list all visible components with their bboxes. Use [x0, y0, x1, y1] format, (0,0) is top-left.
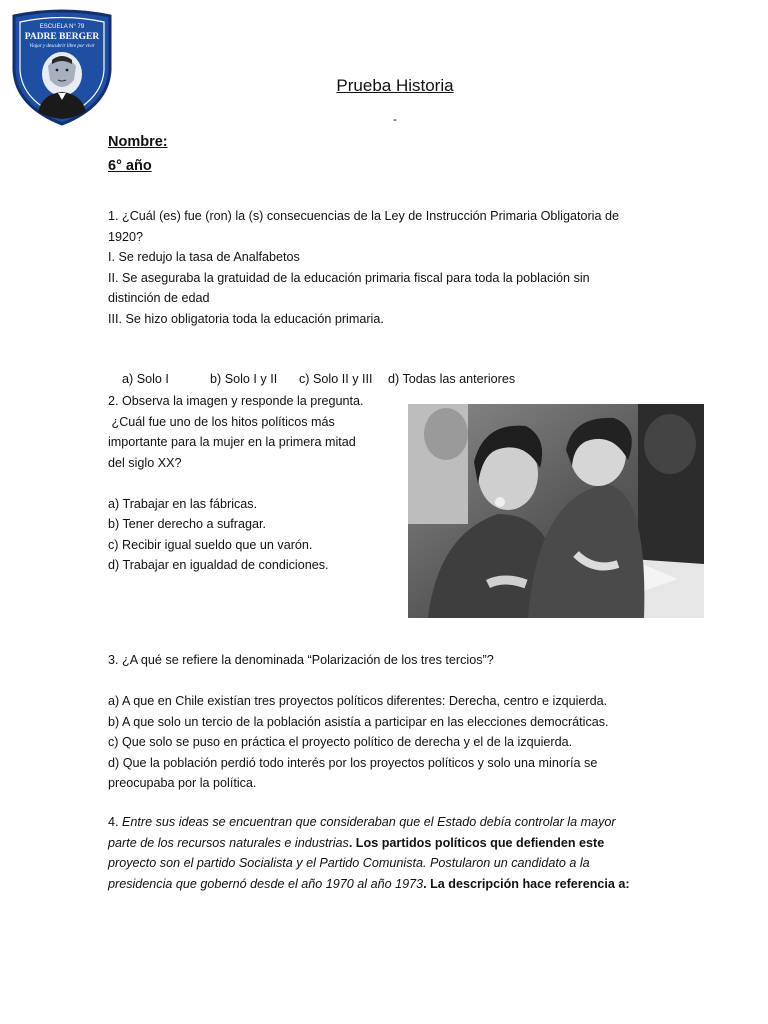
q1-option-c[interactable]: c) Solo II y III: [299, 372, 373, 386]
q2-option-d[interactable]: d) Trabajar en igualdad de condiciones.: [108, 558, 329, 572]
q3-option-b[interactable]: b) A que solo un tercio de la población asistía a participar en las elecciones democráticas.: [108, 714, 609, 729]
q1-stem-line-1: 1. ¿Cuál (es) fue (ron) la (s) consecuencias de la Ley de Instrucción Primaria Obligatoria de: [108, 209, 619, 223]
logo-motto: Viajar y descubrir libre por vivir: [29, 44, 95, 49]
q1-stem-line-2: 1920?: [108, 229, 144, 244]
q4-number: 4.: [108, 815, 119, 829]
q2-line-3: importante para la mujer en la primera mitad: [108, 435, 356, 449]
q1-option-d[interactable]: d) Todas las anteriores: [388, 372, 516, 386]
q3-option-a[interactable]: a) A que en Chile existían tres proyectos políticos diferentes: Derecha, centro e izquierda.: [108, 694, 608, 708]
exam-title: Prueba Historia: [336, 76, 454, 95]
q3-option-d-line-1[interactable]: d) Que la población perdió todo interés por los proyectos políticos y solo una minoría se: [108, 755, 598, 770]
q3-option-c[interactable]: c) Que solo se puso en práctica el proyecto político de derecha y el de la izquierda.: [108, 735, 573, 749]
question-1: [108, 206, 619, 329]
school-logo: [8, 8, 116, 126]
q1-statement-2b: distinción de edad: [108, 291, 210, 305]
logo-school-name: PADRE BERGER: [24, 32, 100, 42]
title-dash: -: [393, 112, 397, 126]
q4-line-4a: presidencia que gobernó desde el año 1970 al año 1973: [108, 876, 424, 891]
q1-statement-1: I. Se redujo la tasa de Analfabetos: [108, 250, 300, 264]
q4-line-3a: proyecto son el partido Socialista y el Partido Comunista: [108, 856, 424, 870]
women-voting-photo: [408, 404, 704, 618]
q4-line-4b: .: [423, 876, 431, 891]
question-4: [108, 812, 668, 894]
grade-label: 6° año: [108, 158, 152, 174]
q2-line-1: 2. Observa la imagen y responde la pregunta.: [108, 394, 364, 408]
q4-line-2a: parte de los recursos naturales e industrias: [108, 835, 349, 850]
name-label: Nombre:: [108, 134, 168, 150]
q2-option-b[interactable]: b) Tener derecho a sufragar.: [108, 517, 266, 531]
q1-option-b[interactable]: b) Solo I y II: [210, 372, 278, 386]
question-3: [108, 650, 609, 794]
q1-option-a[interactable]: a) Solo I: [122, 372, 169, 386]
q4-prompt: La descripción hace referencia a:: [430, 876, 630, 891]
q1-statement-3: III. Se hizo obligatoria toda la educación primaria.: [108, 311, 384, 326]
q2-option-a[interactable]: a) Trabajar en las fábricas.: [108, 496, 258, 511]
question-2: [108, 391, 393, 576]
q2-line-4: del siglo XX?: [108, 455, 182, 470]
q3-stem: 3. ¿A qué se refiere la denominada “Polarización de los tres tercios”?: [108, 653, 494, 667]
q4-line-1: Entre sus ideas se encuentran que consideraban que el Estado debía controlar la mayor: [122, 815, 616, 829]
q4-line-2b: . Los partidos políticos que defienden este: [348, 835, 605, 850]
logo-top-text: ESCUELA N° 79: [39, 24, 85, 30]
q2-line-2: ¿Cuál fue uno de los hitos políticos más: [108, 414, 335, 429]
q3-option-d-line-2[interactable]: preocupaba por la política.: [108, 776, 257, 790]
q4-line-3b: . Postularon un candidato a la: [423, 856, 590, 870]
q1-statement-2a: II. Se aseguraba la gratuidad de la educación primaria fiscal para toda la población sin: [108, 270, 590, 285]
q2-option-c[interactable]: c) Recibir igual sueldo que un varón.: [108, 537, 313, 552]
